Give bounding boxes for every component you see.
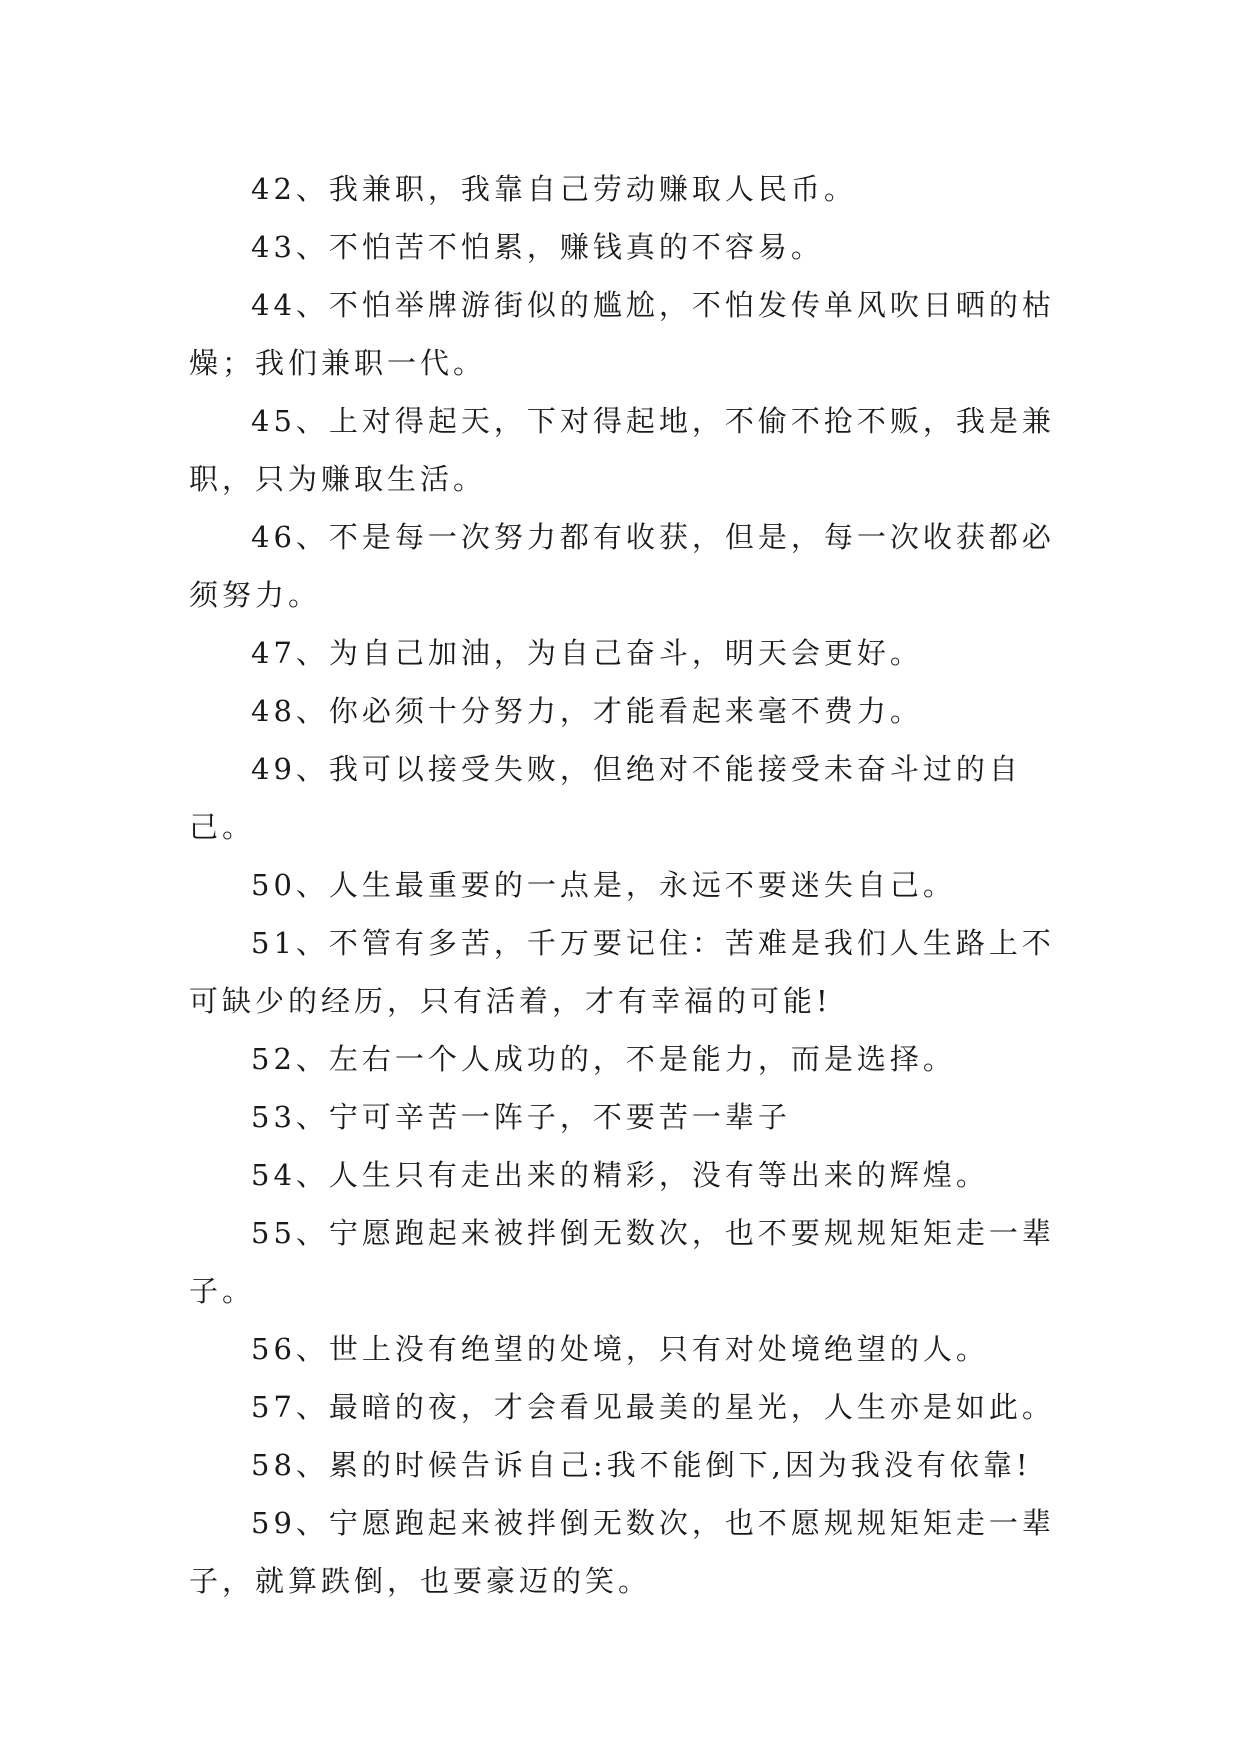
paragraph-48: 48、你必须十分努力，才能看起来毫不费力。 [251,694,923,728]
paragraph-52: 52、左右一个人成功的，不是能力，而是选择。 [251,1042,956,1076]
paragraph-57: 57、最暗的夜，才会看见最美的星光，人生亦是如此。 [251,1390,1055,1424]
paragraph-53: 53、宁可辛苦一阵子，不要苦一辈子 [251,1100,791,1134]
paragraph-51: 51、不管有多苦，千万要记住：苦难是我们人生路上不可缺少的经历，只有活着，才有幸福的可能! [189,926,1055,1018]
paragraph-58: 58、累的时候告诉自己:我不能倒下,因为我没有依靠! [251,1448,1032,1482]
paragraph-56: 56、世上没有绝望的处境，只有对处境绝望的人。 [251,1332,989,1366]
paragraph-49: 49、我可以接受失败，但绝对不能接受未奋斗过的自己。 [189,752,1022,844]
paragraph-59: 59、宁愿跑起来被拌倒无数次，也不愿规规矩矩走一辈子，就算跌倒，也要豪迈的笑。 [189,1506,1055,1598]
paragraph-54: 54、人生只有走出来的精彩，没有等出来的辉煌。 [251,1158,989,1192]
paragraph-43: 43、不怕苦不怕累，赚钱真的不容易。 [251,230,824,264]
paragraph-55: 55、宁愿跑起来被拌倒无数次，也不要规规矩矩走一辈子。 [189,1216,1055,1308]
document-body [189,160,1069,1610]
paragraph-47: 47、为自己加油，为自己奋斗，明天会更好。 [251,636,923,670]
paragraph-46: 46、不是每一次努力都有收获，但是，每一次收获都必须努力。 [189,520,1055,612]
paragraph-42: 42、我兼职，我靠自己劳动赚取人民币。 [251,172,857,206]
paragraph-45: 45、上对得起天，下对得起地，不偷不抢不贩，我是兼职，只为赚取生活。 [189,404,1055,496]
paragraph-44: 44、不怕举牌游街似的尴尬，不怕发传单风吹日晒的枯燥；我们兼职一代。 [189,288,1055,380]
paragraph-50: 50、人生最重要的一点是，永远不要迷失自己。 [251,868,956,902]
